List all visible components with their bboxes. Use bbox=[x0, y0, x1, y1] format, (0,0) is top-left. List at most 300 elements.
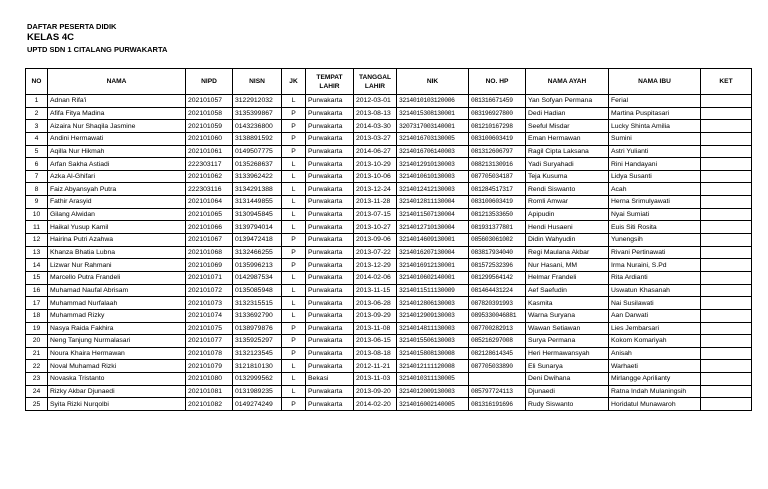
cell-nipd: 202101080 bbox=[186, 373, 233, 386]
cell-ket bbox=[701, 309, 752, 322]
cell-nama-ayah: Rendi Siswanto bbox=[526, 183, 609, 196]
document-header bbox=[27, 22, 167, 55]
cell-nipd: 202101064 bbox=[186, 196, 233, 209]
cell-nama-ayah: Rudy Siswanto bbox=[526, 398, 609, 411]
cell-nipd: 202101082 bbox=[186, 398, 233, 411]
cell-no: 13 bbox=[26, 246, 48, 259]
cell-nik: 3214010103120006 bbox=[397, 95, 469, 108]
cell-tanggal-lahir: 2013-11-15 bbox=[354, 284, 397, 297]
cell-nama-ibu: Lucky Shinta Amilia bbox=[609, 120, 701, 133]
cell-nama-ibu: Herna Srimulyawati bbox=[609, 196, 701, 209]
cell-jk: P bbox=[282, 107, 306, 120]
cell-nama-ibu: Rivani Pertinawati bbox=[609, 246, 701, 259]
col-no-hp: NO. HP bbox=[469, 69, 526, 95]
table-row bbox=[26, 170, 752, 183]
cell-nisn: 3133692790 bbox=[233, 309, 282, 322]
table-body bbox=[26, 95, 752, 411]
cell-tanggal-lahir: 2014-06-27 bbox=[354, 145, 397, 158]
cell-nama-ibu: Kokom Komariyah bbox=[609, 335, 701, 348]
cell-tanggal-lahir: 2013-11-28 bbox=[354, 196, 397, 209]
cell-nama: Nasya Raida Fakhira bbox=[48, 322, 186, 335]
cell-nisn: 0135268637 bbox=[233, 158, 282, 171]
cell-jk: P bbox=[282, 145, 306, 158]
col-tempat-lahir: TEMPAT LAHIR bbox=[306, 69, 354, 95]
cell-nik: 3214012412130003 bbox=[397, 183, 469, 196]
cell-no-hp: 085216297008 bbox=[469, 335, 526, 348]
cell-nama-ayah: Ragil Cipta Laksana bbox=[526, 145, 609, 158]
cell-nama-ibu: Mirlangge Aprilianty bbox=[609, 373, 701, 386]
cell-nisn: 3133962422 bbox=[233, 170, 282, 183]
cell-no: 8 bbox=[26, 183, 48, 196]
cell-ket bbox=[701, 259, 752, 272]
cell-tempat-lahir: Purwakarta bbox=[306, 95, 354, 108]
table-row bbox=[26, 297, 752, 310]
cell-nama-ibu: Acah bbox=[609, 183, 701, 196]
table-row bbox=[26, 373, 752, 386]
cell-tempat-lahir: Purwakarta bbox=[306, 398, 354, 411]
cell-no-hp: 083100603419 bbox=[469, 132, 526, 145]
cell-jk: P bbox=[282, 120, 306, 133]
col-nipd: NIPD bbox=[186, 69, 233, 95]
cell-nisn: 3130945845 bbox=[233, 208, 282, 221]
cell-nipd: 202101081 bbox=[186, 385, 233, 398]
cell-no: 12 bbox=[26, 234, 48, 247]
cell-nama-ibu: Rita Ardianti bbox=[609, 271, 701, 284]
cell-ket bbox=[701, 196, 752, 209]
cell-tanggal-lahir: 2013-10-29 bbox=[354, 158, 397, 171]
cell-no-hp: 0895330046881 bbox=[469, 309, 526, 322]
cell-nisn: 3135399867 bbox=[233, 107, 282, 120]
cell-jk: L bbox=[282, 373, 306, 386]
cell-nisn: 3132123545 bbox=[233, 347, 282, 360]
cell-ket bbox=[701, 158, 752, 171]
cell-jk: P bbox=[282, 335, 306, 348]
cell-tempat-lahir: Purwakarta bbox=[306, 360, 354, 373]
cell-jk: L bbox=[282, 170, 306, 183]
cell-jk: L bbox=[282, 271, 306, 284]
cell-nama-ayah: Didin Wahyudin bbox=[526, 234, 609, 247]
cell-nipd: 202101058 bbox=[186, 107, 233, 120]
cell-no: 21 bbox=[26, 347, 48, 360]
cell-jk: L bbox=[282, 158, 306, 171]
cell-no-hp: 081284517317 bbox=[469, 183, 526, 196]
cell-nama-ayah: Yadi Suryahadi bbox=[526, 158, 609, 171]
cell-nik: 3214014609130001 bbox=[397, 234, 469, 247]
cell-tempat-lahir: Purwakarta bbox=[306, 347, 354, 360]
cell-no: 25 bbox=[26, 398, 48, 411]
table-row bbox=[26, 145, 752, 158]
cell-nama: Noval Muhamad Rizki bbox=[48, 360, 186, 373]
col-nisn: NISN bbox=[233, 69, 282, 95]
cell-nama: Syita Rizki Nurqolbi bbox=[48, 398, 186, 411]
table-row bbox=[26, 284, 752, 297]
cell-tempat-lahir: Purwakarta bbox=[306, 297, 354, 310]
cell-nama: Faiz Abyansyah Putra bbox=[48, 183, 186, 196]
student-table bbox=[25, 68, 752, 411]
cell-nipd: 202101072 bbox=[186, 284, 233, 297]
cell-nik: 3214014811130003 bbox=[397, 322, 469, 335]
cell-nisn: 3139794014 bbox=[233, 221, 282, 234]
cell-jk: L bbox=[282, 284, 306, 297]
cell-nama-ibu: Horidatul Munawaroh bbox=[609, 398, 701, 411]
cell-tanggal-lahir: 2013-08-13 bbox=[354, 107, 397, 120]
cell-ket bbox=[701, 208, 752, 221]
cell-tanggal-lahir: 2013-06-15 bbox=[354, 335, 397, 348]
col-nama-ayah: NAMA AYAH bbox=[526, 69, 609, 95]
cell-nipd: 202101075 bbox=[186, 322, 233, 335]
cell-nipd: 202101079 bbox=[186, 360, 233, 373]
cell-tanggal-lahir: 2013-09-29 bbox=[354, 309, 397, 322]
table-row bbox=[26, 107, 752, 120]
cell-ket bbox=[701, 360, 752, 373]
cell-nama-ibu: Lidya Susanti bbox=[609, 170, 701, 183]
cell-nik: 3214012811130004 bbox=[397, 196, 469, 209]
cell-tanggal-lahir: 2013-03-27 bbox=[354, 132, 397, 145]
cell-nama: Muhammad Rizky bbox=[48, 309, 186, 322]
cell-nik: 3214015308130001 bbox=[397, 107, 469, 120]
cell-no-hp: 087700282913 bbox=[469, 322, 526, 335]
cell-nisn: 3138891592 bbox=[233, 132, 282, 145]
cell-no: 15 bbox=[26, 271, 48, 284]
cell-ket bbox=[701, 221, 752, 234]
cell-jk: L bbox=[282, 385, 306, 398]
cell-nama-ayah: Teja Kusuma bbox=[526, 170, 609, 183]
cell-nama-ibu: Anisah bbox=[609, 347, 701, 360]
table-row bbox=[26, 221, 752, 234]
cell-nama: Aizaira Nur Shaqila Jasmine bbox=[48, 120, 186, 133]
cell-tanggal-lahir: 2013-07-15 bbox=[354, 208, 397, 221]
table-row bbox=[26, 271, 752, 284]
table-row bbox=[26, 335, 752, 348]
col-ket: KET bbox=[701, 69, 752, 95]
cell-ket bbox=[701, 145, 752, 158]
cell-nipd: 202101071 bbox=[186, 271, 233, 284]
cell-nama-ibu: Warhaeti bbox=[609, 360, 701, 373]
cell-tanggal-lahir: 2013-12-29 bbox=[354, 259, 397, 272]
cell-jk: P bbox=[282, 259, 306, 272]
cell-tempat-lahir: Purwakarta bbox=[306, 170, 354, 183]
cell-nisn: 0132999562 bbox=[233, 373, 282, 386]
cell-nisn: 3135925297 bbox=[233, 335, 282, 348]
cell-jk: P bbox=[282, 246, 306, 259]
col-no: NO bbox=[26, 69, 48, 95]
cell-nik: 3214012806130003 bbox=[397, 297, 469, 310]
cell-nama-ibu: Sumini bbox=[609, 132, 701, 145]
cell-nama-ayah: Yan Sofyan Permana bbox=[526, 95, 609, 108]
cell-ket bbox=[701, 335, 752, 348]
cell-nik: 3214011507130004 bbox=[397, 208, 469, 221]
cell-nisn: 0142987534 bbox=[233, 271, 282, 284]
cell-nama-ayah: Kasmita bbox=[526, 297, 609, 310]
cell-nama-ayah: Heri Hermawansyah bbox=[526, 347, 609, 360]
cell-nama-ayah: Seeful Misdar bbox=[526, 120, 609, 133]
cell-nisn: 0138979876 bbox=[233, 322, 282, 335]
cell-nama-ibu: Martina Puspitasari bbox=[609, 107, 701, 120]
cell-nipd: 202101067 bbox=[186, 234, 233, 247]
table-row bbox=[26, 208, 752, 221]
cell-no-hp: 081210167298 bbox=[469, 120, 526, 133]
cell-nipd: 202101069 bbox=[186, 259, 233, 272]
table-row bbox=[26, 234, 752, 247]
cell-nama-ayah: Helmar Frandeli bbox=[526, 271, 609, 284]
table-row bbox=[26, 385, 752, 398]
cell-tempat-lahir: Purwakarta bbox=[306, 385, 354, 398]
cell-tempat-lahir: Purwakarta bbox=[306, 271, 354, 284]
cell-tempat-lahir: Purwakarta bbox=[306, 120, 354, 133]
cell-nisn: 0139472418 bbox=[233, 234, 282, 247]
cell-no-hp: 081312606797 bbox=[469, 145, 526, 158]
cell-no: 6 bbox=[26, 158, 48, 171]
cell-no-hp: 083817934040 bbox=[469, 246, 526, 259]
cell-tempat-lahir: Purwakarta bbox=[306, 234, 354, 247]
cell-ket bbox=[701, 234, 752, 247]
cell-no: 22 bbox=[26, 360, 48, 373]
cell-nama-ibu: Nai Susilawati bbox=[609, 297, 701, 310]
cell-nama-ayah: Eli Sunarya bbox=[526, 360, 609, 373]
table-row bbox=[26, 132, 752, 145]
cell-no-hp: 081299564142 bbox=[469, 271, 526, 284]
cell-nisn: 0131989235 bbox=[233, 385, 282, 398]
cell-tempat-lahir: Purwakarta bbox=[306, 246, 354, 259]
cell-no: 2 bbox=[26, 107, 48, 120]
cell-nisn: 3134291388 bbox=[233, 183, 282, 196]
cell-nama-ibu: Euis Siti Rosita bbox=[609, 221, 701, 234]
cell-nisn: 0149507775 bbox=[233, 145, 282, 158]
cell-nipd: 202101078 bbox=[186, 347, 233, 360]
cell-nipd: 202101057 bbox=[186, 95, 233, 108]
cell-nisn: 0135996213 bbox=[233, 259, 282, 272]
cell-tanggal-lahir: 2013-08-18 bbox=[354, 347, 397, 360]
cell-tempat-lahir: Purwakarta bbox=[306, 183, 354, 196]
cell-no-hp: 081931377801 bbox=[469, 221, 526, 234]
cell-no: 24 bbox=[26, 385, 48, 398]
cell-tempat-lahir: Purwakarta bbox=[306, 259, 354, 272]
cell-nipd: 202101074 bbox=[186, 309, 233, 322]
cell-nama: Hairina Putri Azahwa bbox=[48, 234, 186, 247]
table-row bbox=[26, 183, 752, 196]
cell-nama-ayah: Nur Hasani, MM bbox=[526, 259, 609, 272]
cell-nipd: 222303116 bbox=[186, 183, 233, 196]
cell-no-hp: 087705034187 bbox=[469, 170, 526, 183]
cell-tempat-lahir: Purwakarta bbox=[306, 145, 354, 158]
cell-nik: 3214012910130003 bbox=[397, 158, 469, 171]
col-jk: JK bbox=[282, 69, 306, 95]
table-row bbox=[26, 309, 752, 322]
cell-nama-ayah: Djunaedi bbox=[526, 385, 609, 398]
cell-nama: Neng Tanjung Nurmalasari bbox=[48, 335, 186, 348]
cell-nama: Marcello Putra Frandeli bbox=[48, 271, 186, 284]
cell-ket bbox=[701, 246, 752, 259]
cell-tanggal-lahir: 2013-10-06 bbox=[354, 170, 397, 183]
cell-no-hp bbox=[469, 373, 526, 386]
table-row bbox=[26, 322, 752, 335]
cell-nik: 3214016706140003 bbox=[397, 145, 469, 158]
cell-nama-ibu: Irma Nuraini, S.Pd bbox=[609, 259, 701, 272]
cell-nama: Arfan Sakha Astiadi bbox=[48, 158, 186, 171]
table-row bbox=[26, 196, 752, 209]
cell-ket bbox=[701, 322, 752, 335]
cell-ket bbox=[701, 347, 752, 360]
col-tanggal-lahir: TANGGAL LAHIR bbox=[354, 69, 397, 95]
cell-ket bbox=[701, 398, 752, 411]
school-name: UPTD SDN 1 CITALANG PURWAKARTA bbox=[27, 45, 168, 54]
cell-tempat-lahir: Purwakarta bbox=[306, 309, 354, 322]
cell-no-hp: 088213130916 bbox=[469, 158, 526, 171]
cell-no: 9 bbox=[26, 196, 48, 209]
cell-tanggal-lahir: 2013-06-28 bbox=[354, 297, 397, 310]
cell-nama-ibu: Lies Jembarsari bbox=[609, 322, 701, 335]
cell-no: 19 bbox=[26, 322, 48, 335]
cell-jk: L bbox=[282, 309, 306, 322]
cell-ket bbox=[701, 183, 752, 196]
cell-ket bbox=[701, 284, 752, 297]
cell-nik: 3214016002140005 bbox=[397, 398, 469, 411]
cell-nik: 3214012111120008 bbox=[397, 360, 469, 373]
cell-no: 5 bbox=[26, 145, 48, 158]
cell-tanggal-lahir: 2013-12-24 bbox=[354, 183, 397, 196]
cell-tanggal-lahir: 2013-07-22 bbox=[354, 246, 397, 259]
cell-nama: Rizky Akbar Djunaedi bbox=[48, 385, 186, 398]
cell-nik: 3214016703130005 bbox=[397, 132, 469, 145]
cell-nama: Andini Hermawati bbox=[48, 132, 186, 145]
cell-nipd: 222303117 bbox=[186, 158, 233, 171]
cell-nisn: 3131449855 bbox=[233, 196, 282, 209]
cell-nama-ayah: Apipudin bbox=[526, 208, 609, 221]
cell-tanggal-lahir: 2014-03-30 bbox=[354, 120, 397, 133]
cell-nik: 3214010602140001 bbox=[397, 271, 469, 284]
cell-tempat-lahir: Bekasi bbox=[306, 373, 354, 386]
cell-nama-ayah: Hendi Husaeni bbox=[526, 221, 609, 234]
table-row bbox=[26, 120, 752, 133]
cell-ket bbox=[701, 107, 752, 120]
cell-no: 1 bbox=[26, 95, 48, 108]
cell-nik: 3214016207130004 bbox=[397, 246, 469, 259]
cell-jk: L bbox=[282, 95, 306, 108]
table-row bbox=[26, 259, 752, 272]
cell-nipd: 202101066 bbox=[186, 221, 233, 234]
cell-nama-ayah: Aef Saefudin bbox=[526, 284, 609, 297]
table-row bbox=[26, 95, 752, 108]
cell-tempat-lahir: Purwakarta bbox=[306, 284, 354, 297]
col-nama-ibu: NAMA IBU bbox=[609, 69, 701, 95]
cell-no: 4 bbox=[26, 132, 48, 145]
cell-nipd: 202101061 bbox=[186, 145, 233, 158]
cell-nisn: 0149274249 bbox=[233, 398, 282, 411]
cell-jk: L bbox=[282, 297, 306, 310]
cell-no-hp: 085603061002 bbox=[469, 234, 526, 247]
cell-nama: Fathir Arasyid bbox=[48, 196, 186, 209]
cell-nama-ayah: Romli Amwar bbox=[526, 196, 609, 209]
cell-nisn: 3122912032 bbox=[233, 95, 282, 108]
cell-no: 7 bbox=[26, 170, 48, 183]
cell-tanggal-lahir: 2014-02-06 bbox=[354, 271, 397, 284]
cell-no-hp: 081316671459 bbox=[469, 95, 526, 108]
cell-ket bbox=[701, 120, 752, 133]
cell-nik: 3214012710130004 bbox=[397, 221, 469, 234]
cell-jk: L bbox=[282, 183, 306, 196]
cell-nik: 3214016912130001 bbox=[397, 259, 469, 272]
cell-jk: L bbox=[282, 221, 306, 234]
cell-nama-ayah: Wawan Setiawan bbox=[526, 322, 609, 335]
cell-tempat-lahir: Purwakarta bbox=[306, 158, 354, 171]
cell-tanggal-lahir: 2013-11-03 bbox=[354, 373, 397, 386]
cell-no-hp: 087820391993 bbox=[469, 297, 526, 310]
class-label: KELAS 4C bbox=[27, 32, 74, 43]
cell-nipd: 202101077 bbox=[186, 335, 233, 348]
table-row bbox=[26, 360, 752, 373]
cell-no: 18 bbox=[26, 309, 48, 322]
cell-nipd: 202101060 bbox=[186, 132, 233, 145]
cell-nama-ayah: Regi Maulana Akbar bbox=[526, 246, 609, 259]
table-header-row bbox=[26, 69, 752, 95]
cell-jk: L bbox=[282, 360, 306, 373]
cell-nama-ayah: Deni Dwihana bbox=[526, 373, 609, 386]
cell-no-hp: 085797724113 bbox=[469, 385, 526, 398]
cell-nik: 3214011511130009 bbox=[397, 284, 469, 297]
cell-jk: P bbox=[282, 132, 306, 145]
cell-nama: Muhammad Nurfalaah bbox=[48, 297, 186, 310]
cell-nama: Azka Al-Ghifari bbox=[48, 170, 186, 183]
cell-nik: 3214012909130003 bbox=[397, 309, 469, 322]
cell-nama-ibu: Rini Handayani bbox=[609, 158, 701, 171]
table-row bbox=[26, 158, 752, 171]
cell-tanggal-lahir: 2013-09-06 bbox=[354, 234, 397, 247]
cell-no: 14 bbox=[26, 259, 48, 272]
cell-nisn: 3121810130 bbox=[233, 360, 282, 373]
cell-nama: Gilang Alwidan bbox=[48, 208, 186, 221]
cell-no-hp: 083196927800 bbox=[469, 107, 526, 120]
cell-nama-ibu: Ferial bbox=[609, 95, 701, 108]
cell-ket bbox=[701, 132, 752, 145]
cell-nama: Lizwar Nur Rahmani bbox=[48, 259, 186, 272]
cell-tempat-lahir: Purwakarta bbox=[306, 221, 354, 234]
col-nama: NAMA bbox=[48, 69, 186, 95]
cell-nik: 3214015506130003 bbox=[397, 335, 469, 348]
cell-no-hp: 081572532396 bbox=[469, 259, 526, 272]
cell-nipd: 202101073 bbox=[186, 297, 233, 310]
cell-nama: Haikal Yusup Kamil bbox=[48, 221, 186, 234]
cell-tanggal-lahir: 2013-09-20 bbox=[354, 385, 397, 398]
cell-no-hp: 081316191696 bbox=[469, 398, 526, 411]
cell-ket bbox=[701, 271, 752, 284]
cell-nisn: 0143236800 bbox=[233, 120, 282, 133]
cell-nipd: 202101068 bbox=[186, 246, 233, 259]
cell-no: 3 bbox=[26, 120, 48, 133]
cell-tanggal-lahir: 2014-02-20 bbox=[354, 398, 397, 411]
table-row bbox=[26, 398, 752, 411]
cell-no: 17 bbox=[26, 297, 48, 310]
cell-no-hp: 081213533650 bbox=[469, 208, 526, 221]
cell-nama: Adnan Rifa'i bbox=[48, 95, 186, 108]
cell-ket bbox=[701, 170, 752, 183]
cell-nama-ibu: Aan Darwati bbox=[609, 309, 701, 322]
cell-nik: 3214015808130008 bbox=[397, 347, 469, 360]
cell-no: 23 bbox=[26, 373, 48, 386]
cell-no-hp: 081464431224 bbox=[469, 284, 526, 297]
cell-nipd: 202101065 bbox=[186, 208, 233, 221]
cell-no: 11 bbox=[26, 221, 48, 234]
cell-ket bbox=[701, 95, 752, 108]
cell-tempat-lahir: Purwakarta bbox=[306, 335, 354, 348]
cell-no: 16 bbox=[26, 284, 48, 297]
cell-no-hp: 082128614345 bbox=[469, 347, 526, 360]
col-nik: NIK bbox=[397, 69, 469, 95]
document-title: DAFTAR PESERTA DIDIK bbox=[27, 22, 117, 31]
cell-nama: Noura Khaira Hermawan bbox=[48, 347, 186, 360]
cell-nama: Aqilla Nur Hikmah bbox=[48, 145, 186, 158]
cell-nisn: 3132315515 bbox=[233, 297, 282, 310]
cell-nisn: 3132466255 bbox=[233, 246, 282, 259]
